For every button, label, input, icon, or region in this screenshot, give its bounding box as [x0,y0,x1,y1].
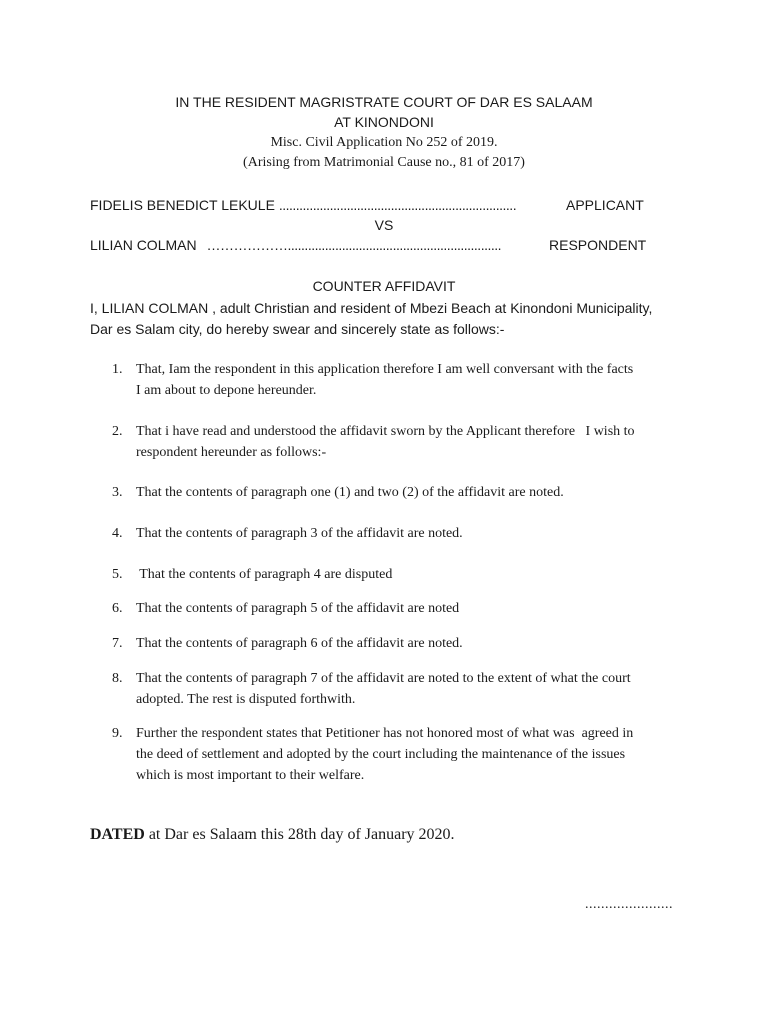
applicant-name: FIDELIS BENEDICT LEKULE [90,197,275,213]
item-number: 1. [112,362,123,377]
item-text-line: That the contents of paragraph 3 of the affidavit are noted. [136,526,463,541]
item-text-line: That the contents of paragraph 6 of the affidavit are noted. [136,636,463,651]
item-text-line: That the contents of paragraph 7 of the affidavit are noted to the extent of what the court [136,671,631,686]
dated-label: DATED [90,826,145,843]
item-number: 5. [112,567,123,582]
item-text-line: respondent hereunder as follows:- [136,445,327,460]
item-text-line: Further the respondent states that Petitioner has not honored most of what was agreed in [136,726,634,741]
item-text-line: adopted. The rest is disputed forthwith. [136,692,356,707]
item-number: 6. [112,601,123,616]
item-text-line: I am about to depone hereunder. [136,383,317,398]
item-number: 7. [112,636,123,651]
item-text-line: That, Iam the respondent in this application therefore I am well conversant with the facts [136,362,634,377]
intro-line: I, LILIAN COLMAN , adult Christian and resident of Mbezi Beach at Kinondoni Municipality, [90,300,653,316]
item-number: 4. [112,526,123,541]
arising-from: (Arising from Matrimonial Cause no., 81 of 2017) [243,155,525,170]
dated-line [90,826,455,844]
respondent-role: RESPONDENT [549,237,647,253]
item-text-line: which is most important to their welfare. [136,768,365,783]
intro-paragraph [90,298,690,340]
court-location: AT KINONDONI [334,114,434,130]
item-number: 8. [112,671,123,686]
document-title: COUNTER AFFIDAVIT [312,278,456,294]
dated-text: at Dar es Salaam this 28th day of January 2020. [144,826,455,843]
applicant-line [90,197,516,213]
item-number: 2. [112,424,123,439]
item-text-line: That the contents of paragraph one (1) and two (2) of the affidavit are noted. [136,485,564,500]
applicant-role: APPLICANT [566,197,644,213]
versus: VS [374,217,394,233]
item-text-line: That the contents of paragraph 5 of the affidavit are noted [136,601,460,616]
signature-line: ...................... [585,897,673,912]
item-number: 9. [112,726,123,741]
respondent-dots: ………………............................................................... [206,237,502,253]
item-number: 3. [112,485,123,500]
item-text-line: That the contents of paragraph 4 are disputed [136,567,393,582]
court-name: IN THE RESIDENT MAGRISTRATE COURT OF DAR ES SALAAM [175,94,593,110]
item-text-line: the deed of settlement and adopted by the court including the maintenance of the issues [136,747,626,762]
intro-line: Dar es Salam city, do hereby swear and sincerely state as follows:- [90,321,505,337]
respondent-line [90,237,501,253]
application-number: Misc. Civil Application No 252 of 2019. [270,135,498,150]
respondent-name: LILIAN COLMAN [90,237,197,253]
item-text-line: That i have read and understood the affidavit sworn by the Applicant therefore I wish to [136,424,635,439]
applicant-dots: ...................................................................... [278,197,517,213]
